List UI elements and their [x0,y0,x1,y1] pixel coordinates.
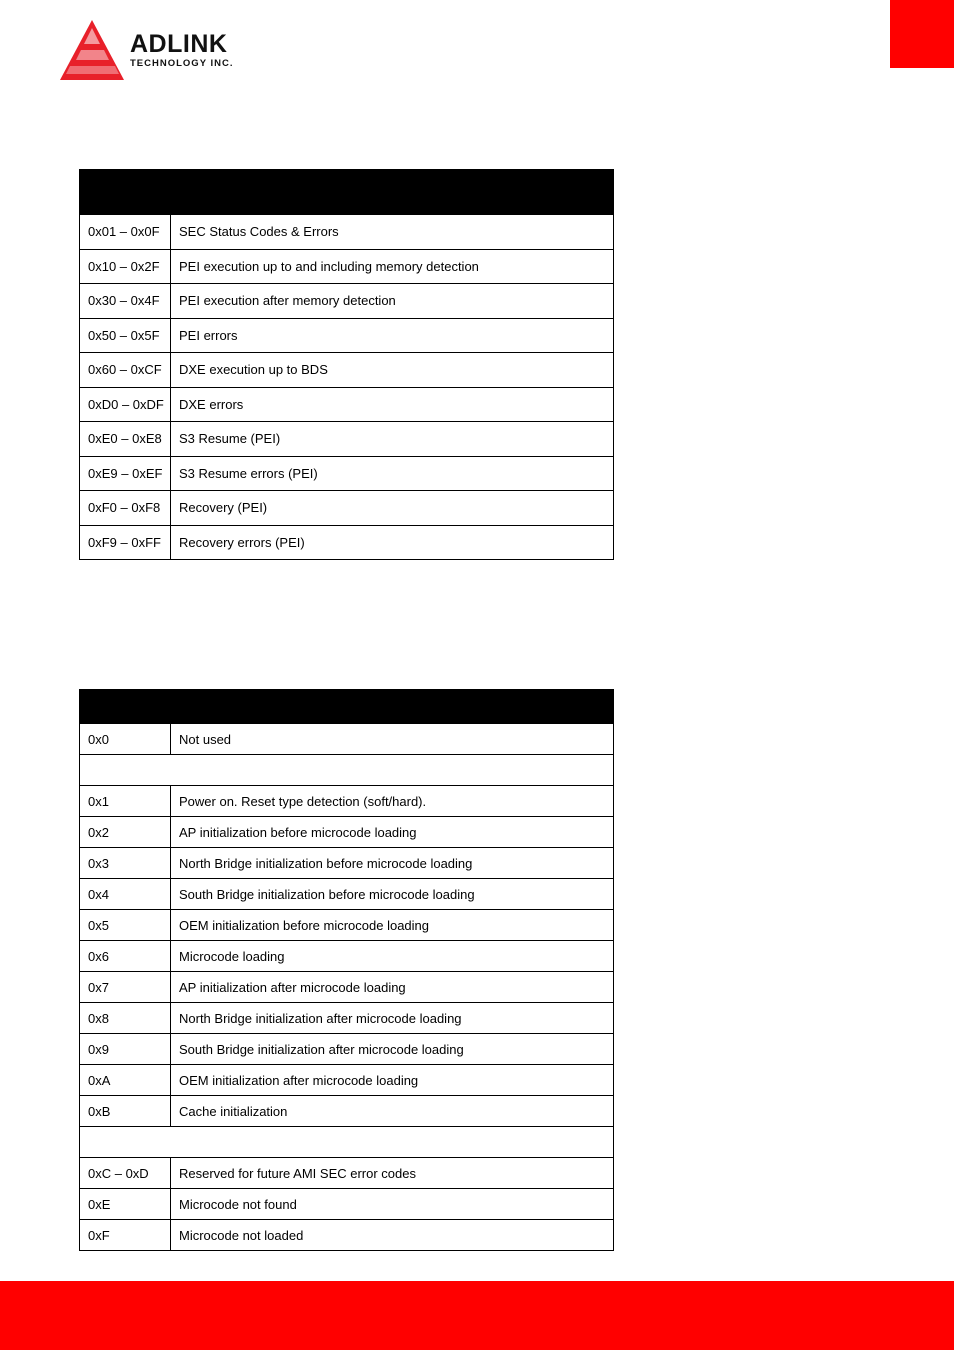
description-cell: North Bridge initialization before microcode loading [171,848,614,879]
code-cell: 0x9 [80,1034,171,1065]
adlink-logo [56,18,271,88]
table-row [80,525,614,560]
section-cell [80,1127,614,1158]
table-body [80,724,614,1251]
table-row [80,1096,614,1127]
description-cell: Not used [171,724,614,755]
description-cell: OEM initialization before microcode loading [171,910,614,941]
description-cell: South Bridge initialization before microcode loading [171,879,614,910]
table-row [80,215,614,250]
table-row [80,848,614,879]
code-cell: 0x30 – 0x4F [80,284,171,319]
sec-status-codes-table [79,689,614,1251]
table-header [80,170,614,215]
code-cell: 0x2 [80,817,171,848]
chapter-tab [890,0,954,68]
code-cell: 0x5 [80,910,171,941]
table-row [80,786,614,817]
description-cell: PEI execution up to and including memory detection [171,249,614,284]
description-cell: Cache initialization [171,1096,614,1127]
table-row [80,422,614,457]
code-cell: 0x6 [80,941,171,972]
section-row [80,1127,614,1158]
description-cell: PEI errors [171,318,614,353]
code-cell: 0xB [80,1096,171,1127]
table-row [80,941,614,972]
table-header-row [80,690,614,724]
table-row [80,284,614,319]
code-cell: 0x10 – 0x2F [80,249,171,284]
code-cell: 0xE9 – 0xEF [80,456,171,491]
status-code-ranges-table [79,169,614,560]
description-cell: Recovery errors (PEI) [171,525,614,560]
description-cell: Microcode not found [171,1189,614,1220]
code-cell: 0xF0 – 0xF8 [80,491,171,526]
table-row [80,724,614,755]
code-cell: 0xA [80,1065,171,1096]
table-row [80,910,614,941]
description-cell: Microcode loading [171,941,614,972]
table-row [80,318,614,353]
code-cell: 0x0 [80,724,171,755]
table-header [80,690,614,724]
description-cell: Power on. Reset type detection (soft/hard). [171,786,614,817]
code-cell: 0xD0 – 0xDF [80,387,171,422]
table-row [80,456,614,491]
description-cell: OEM initialization after microcode loading [171,1065,614,1096]
table-row [80,387,614,422]
description-cell: Reserved for future AMI SEC error codes [171,1158,614,1189]
description-cell: DXE errors [171,387,614,422]
table-row [80,879,614,910]
code-cell: 0x01 – 0x0F [80,215,171,250]
description-cell: SEC Status Codes & Errors [171,215,614,250]
code-cell: 0x4 [80,879,171,910]
code-cell: 0x3 [80,848,171,879]
description-cell: North Bridge initialization after microcode loading [171,1003,614,1034]
brand-subtitle: TECHNOLOGY INC. [130,58,234,69]
table-row [80,817,614,848]
table-row [80,972,614,1003]
code-cell: 0x50 – 0x5F [80,318,171,353]
description-cell: AP initialization after microcode loading [171,972,614,1003]
code-cell: 0xF9 – 0xFF [80,525,171,560]
table-body [80,215,614,560]
table-row [80,1034,614,1065]
code-cell: 0xC – 0xD [80,1158,171,1189]
code-cell: 0x1 [80,786,171,817]
description-cell: AP initialization before microcode loading [171,817,614,848]
footer-bar [0,1281,954,1350]
table-row [80,1003,614,1034]
table-row [80,249,614,284]
table-row [80,1189,614,1220]
description-cell: DXE execution up to BDS [171,353,614,388]
code-cell: 0xF [80,1220,171,1251]
code-cell: 0x7 [80,972,171,1003]
table-row [80,491,614,526]
table-row [80,1065,614,1096]
adlink-triangle-icon [56,18,126,88]
section-row [80,755,614,786]
description-cell: S3 Resume (PEI) [171,422,614,457]
table-row [80,353,614,388]
code-cell: 0xE [80,1189,171,1220]
table-row [80,1158,614,1189]
description-cell: Recovery (PEI) [171,491,614,526]
code-cell: 0x60 – 0xCF [80,353,171,388]
description-cell: Microcode not loaded [171,1220,614,1251]
table-row [80,1220,614,1251]
code-cell: 0x8 [80,1003,171,1034]
description-cell: S3 Resume errors (PEI) [171,456,614,491]
description-cell: South Bridge initialization after microcode loading [171,1034,614,1065]
brand-name: ADLINK [130,30,228,58]
code-cell: 0xE0 – 0xE8 [80,422,171,457]
description-cell: PEI execution after memory detection [171,284,614,319]
section-cell [80,755,614,786]
table-header-row [80,170,614,215]
